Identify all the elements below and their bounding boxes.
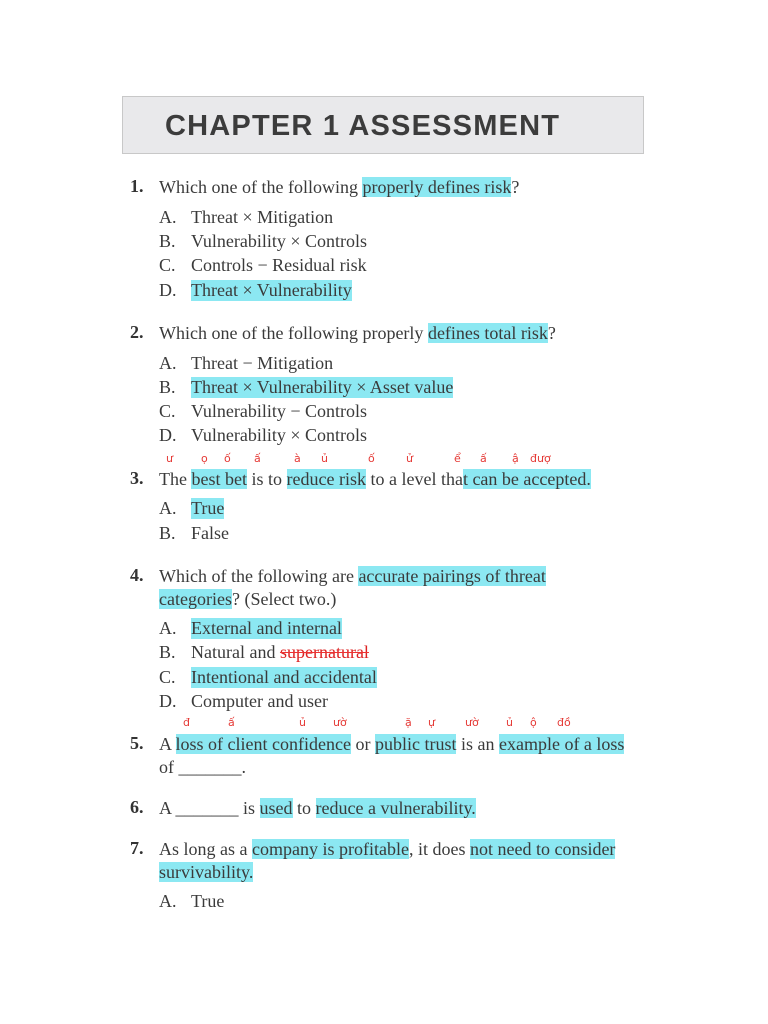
highlight: loss of client confidence: [175, 734, 351, 754]
handwritten-annotation-row: đ ấ ủ ườ ặ ự ườ ủ ộ đồ: [183, 716, 571, 729]
highlight: best bet: [191, 469, 247, 489]
highlight: company is profitable: [252, 839, 409, 859]
highlight: public trust: [374, 734, 457, 754]
highlight: reduce risk: [286, 469, 366, 489]
question-number: 2.: [130, 322, 144, 342]
highlight: True: [191, 498, 225, 518]
option-7a: A. True: [159, 891, 225, 911]
highlight: Intentional and accidental: [191, 667, 377, 687]
question-text: Which one of the following properly defines risk?: [159, 177, 520, 197]
option-2d: D. Vulnerability × Controls: [159, 425, 368, 445]
option-1d: D. Threat × Vulnerability: [159, 280, 352, 300]
question-text: Which of the following are accurate pairings of threat categories? (Select two.): [159, 566, 546, 609]
option-4a: A. External and internal: [159, 618, 342, 638]
question-text: A loss of client confidence or public trust is an example of a loss of _______.: [159, 734, 625, 777]
strikethrough-text: supernatural: [279, 642, 369, 662]
highlight: accurate pairings of threat: [358, 566, 546, 586]
question-text: A _______ is used to reduce a vulnerability.: [159, 798, 476, 818]
question-text: As long as a company is profitable, it does not need to consider survivability.: [159, 839, 616, 882]
option-4d: D. Computer and user: [159, 691, 328, 711]
highlight: not need to consider: [469, 839, 616, 859]
question-number: 6.: [130, 797, 144, 817]
highlight: survivability.: [159, 862, 254, 882]
option-3b: B. False: [159, 523, 229, 543]
highlight: Threat × Vulnerability: [191, 280, 352, 300]
highlight: defines total risk: [427, 323, 548, 343]
highlight: used: [259, 798, 293, 818]
handwritten-annotation-row: ư ọ ố ấ à ủ ố ử ể ấ ậ đượ: [166, 452, 551, 465]
question-text: The best bet is to reduce risk to a level that can be accepted.: [159, 469, 591, 489]
question-number: 1.: [130, 176, 144, 196]
option-1a: A. Threat × Mitigation: [159, 207, 334, 227]
chapter-header: [122, 96, 644, 154]
option-3a: A. True: [159, 498, 225, 518]
option-1c: C. Controls − Residual risk: [159, 255, 367, 275]
highlight: categories: [159, 589, 232, 609]
question-number: 7.: [130, 838, 144, 858]
chapter-title: CHAPTER 1 ASSESSMENT: [165, 110, 561, 142]
question-text: Which one of the following properly defines total risk?: [159, 323, 556, 343]
question-number: 4.: [130, 565, 144, 585]
option-4c: C. Intentional and accidental: [159, 667, 377, 687]
highlight: example of a loss: [498, 734, 625, 754]
option-2b: B. Threat × Vulnerability × Asset value: [159, 377, 454, 397]
question-number: 3.: [130, 468, 144, 488]
highlight: t can be accepted.: [462, 469, 591, 489]
option-2c: C. Vulnerability − Controls: [159, 401, 368, 421]
question-number: 5.: [130, 733, 144, 753]
option-2a: A. Threat − Mitigation: [159, 353, 334, 373]
highlight: External and internal: [191, 618, 342, 638]
highlight: properly defines risk: [362, 177, 512, 197]
highlight: Threat × Vulnerability × Asset value: [191, 377, 454, 397]
option-4b: B. Natural and supernatural: [159, 642, 369, 662]
option-1b: B. Vulnerability × Controls: [159, 231, 368, 251]
highlight: reduce a vulnerability.: [315, 798, 476, 818]
